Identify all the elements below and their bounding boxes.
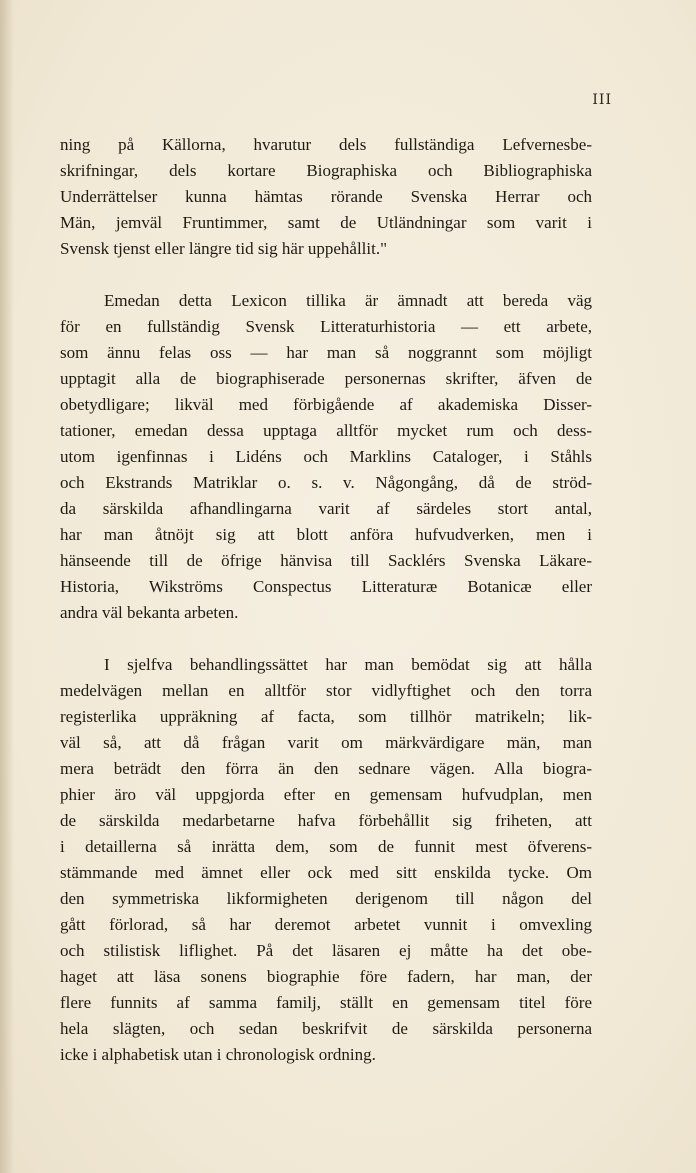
text-line: den symmetriska likformigheten derigenom till någon del xyxy=(60,889,592,908)
text-line: Svensk tjenst eller längre tid sig här uppehållit." xyxy=(60,239,388,258)
page-number: III xyxy=(592,92,612,108)
text-line: da särskilda afhandlingarna varit af särdeles stort antal, xyxy=(60,499,592,518)
text-line: Män, jemväl Fruntimmer, samt de Utländningar som varit i xyxy=(60,213,592,232)
body-text xyxy=(60,132,592,1068)
paragraph-spacer xyxy=(60,626,592,652)
text-line: gått förlorad, så har deremot arbetet vunnit i omvexling xyxy=(60,915,592,934)
text-line: som ännu felas oss — har man så noggrannt som möjligt xyxy=(60,343,592,362)
text-line: obetydligare; likväl med förbigående af akademiska Disser- xyxy=(60,395,592,414)
text-line: har man åtnöjt sig att blott anföra hufvudverken, men i xyxy=(60,525,592,544)
text-line: väl så, att då frågan varit om märkvärdigare män, man xyxy=(60,733,592,752)
text-line: medelvägen mellan en alltför stor vidlyftighet och den torra xyxy=(60,681,592,700)
text-line: icke i alphabetisk utan i chronologisk ordning. xyxy=(60,1045,376,1064)
paragraph-spacer xyxy=(60,262,592,288)
text-line: phier äro väl uppgjorda efter en gemensam hufvudplan, men xyxy=(60,785,592,804)
text-line: tationer, emedan dessa upptaga alltför mycket rum och dess- xyxy=(60,421,592,440)
text-line: hela slägten, och sedan beskrifvit de särskilda personerna xyxy=(60,1019,592,1038)
paragraph xyxy=(60,652,592,1068)
paragraph xyxy=(60,132,592,262)
text-line: haget att läsa sonens biographie före fadern, har man, der xyxy=(60,967,592,986)
text-line: och stilistisk liflighet. På det läsaren ej måtte ha det obe- xyxy=(60,941,592,960)
text-line: Underrättelser kunna hämtas rörande Svenska Herrar och xyxy=(60,187,592,206)
text-line: för en fullständig Svensk Litteraturhistoria — ett arbete, xyxy=(60,317,592,336)
text-line: andra väl bekanta arbeten. xyxy=(60,603,239,622)
text-line: i detaillerna så inrätta dem, som de funnit mest öfverens- xyxy=(60,837,592,856)
text-line: utom igenfinnas i Lidéns och Marklins Cataloger, i Ståhls xyxy=(60,447,592,466)
text-line: upptagit alla de biographiserade personernas skrifter, äfven de xyxy=(60,369,592,388)
text-line: Emedan detta Lexicon tillika är ämnadt att bereda väg xyxy=(104,291,592,310)
text-line: registerlika uppräkning af facta, som tillhör matrikeln; lik- xyxy=(60,707,592,726)
text-line: och Ekstrands Matriklar o. s. v. Någongång, då de ströd- xyxy=(60,473,592,492)
text-line: skrifningar, dels kortare Biographiska och Bibliographiska xyxy=(60,161,592,180)
text-line: I sjelfva behandlingssättet har man bemödat sig att hålla xyxy=(104,655,592,674)
page-gutter-shadow xyxy=(0,0,14,1173)
text-line: flere funnits af samma familj, ställt en gemensam titel före xyxy=(60,993,592,1012)
paragraph xyxy=(60,288,592,626)
text-line: Historia, Wikströms Conspectus Litteraturæ Botanicæ eller xyxy=(60,577,592,596)
text-line: mera beträdt den förra än den sednare vägen. Alla biogra- xyxy=(60,759,592,778)
text-line: ning på Källorna, hvarutur dels fullständiga Lefvernesbe- xyxy=(60,135,592,154)
text-line: hänseende till de öfrige hänvisa till Sacklérs Svenska Läkare- xyxy=(60,551,592,570)
text-line: de särskilda medarbetarne hafva förbehållit sig friheten, att xyxy=(60,811,592,830)
text-line: stämmande med ämnet eller ock med sitt enskilda tycke. Om xyxy=(60,863,592,882)
